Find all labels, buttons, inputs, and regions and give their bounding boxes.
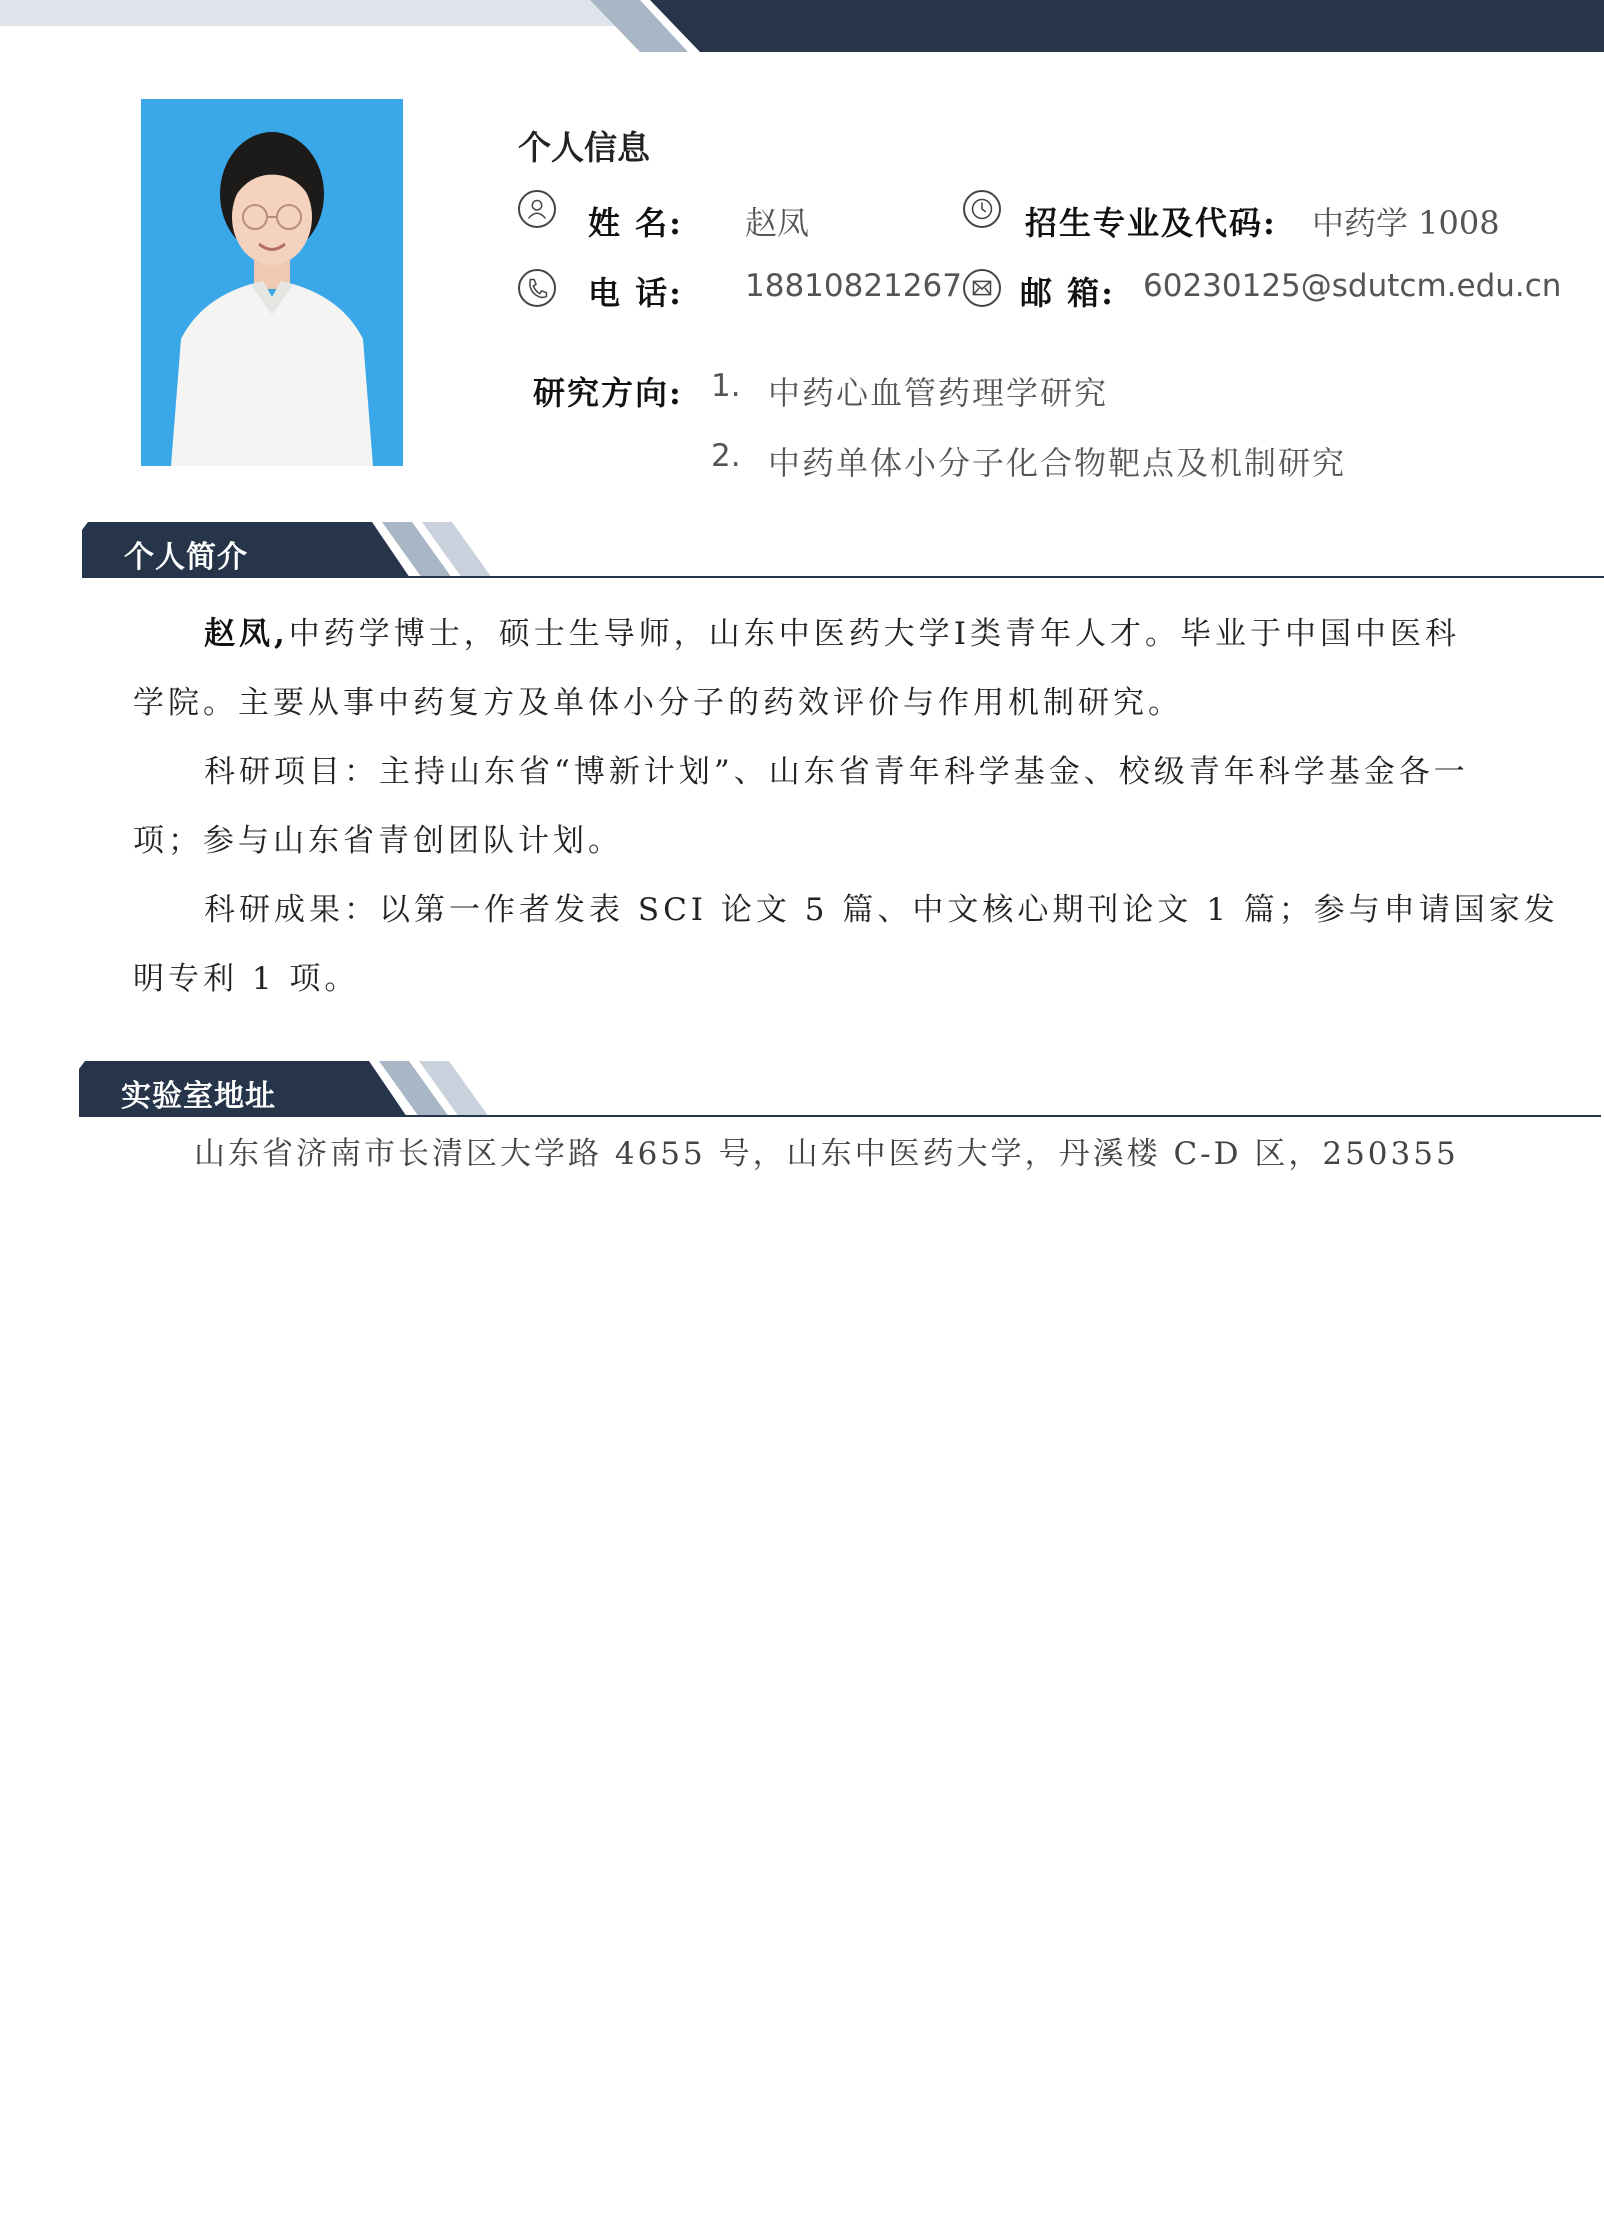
intro-p1-line2: 学院。主要从事中药复方及单体小分子的药效评价与作用机制研究。 [133, 685, 1183, 721]
person-icon [518, 190, 556, 228]
research-item-1-text: 中药心血管药理学研究 [768, 374, 1109, 412]
intro-p2-line1: 科研项目：主持山东省“博新计划”、山东省青年科学基金、校级青年科学基金各一 [204, 754, 1469, 790]
intro-p2-line2: 项；参与山东省青创团队计划。 [133, 823, 623, 859]
header-ribbon [0, 0, 1604, 52]
intro-p3-line1: 科研成果：以第一作者发表 SCI 论文 5 篇、中文核心期刊论文 1 篇；参与申请国家发 [204, 892, 1559, 928]
major-label: 招生专业及代码: [1025, 204, 1277, 242]
name-label: 姓 名: [588, 204, 683, 242]
intro-p3-line2: 明专利 1 项。 [133, 961, 360, 997]
research-item-2-text: 中药单体小分子化合物靶点及机制研究 [768, 444, 1347, 482]
phone-label: 电 话: [588, 274, 683, 312]
phone-icon [518, 269, 556, 307]
lab-section-title: 实验室地址 [121, 1079, 276, 1114]
email-label: 邮 箱: [1020, 274, 1115, 312]
name-value: 赵凤 [745, 204, 810, 242]
email-value: 60230125@sdutcm.edu.cn [1143, 268, 1562, 304]
clock-icon [963, 190, 1001, 228]
lab-address: 山东省济南市长清区大学路 4655 号，山东中医药大学，丹溪楼 C-D 区，250355 [194, 1136, 1459, 1172]
major-value: 中药学 1008 [1312, 204, 1500, 242]
intro-p1-line1: 赵凤,中药学博士，硕士生导师，山东中医药大学Ⅰ类青年人才。毕业于中国中医科 [204, 616, 1461, 652]
phone-value: 18810821267 [745, 268, 962, 304]
research-item-1-number: 1. [711, 368, 741, 404]
profile-photo [141, 99, 403, 466]
intro-section-title: 个人简介 [124, 540, 248, 575]
mail-icon [963, 269, 1001, 307]
intro-section-header [82, 522, 1604, 578]
research-label: 研究方向: [533, 374, 683, 412]
personal-info-title: 个人信息 [518, 128, 650, 167]
lab-section-header [79, 1061, 1601, 1117]
research-item-2-number: 2. [711, 438, 741, 474]
